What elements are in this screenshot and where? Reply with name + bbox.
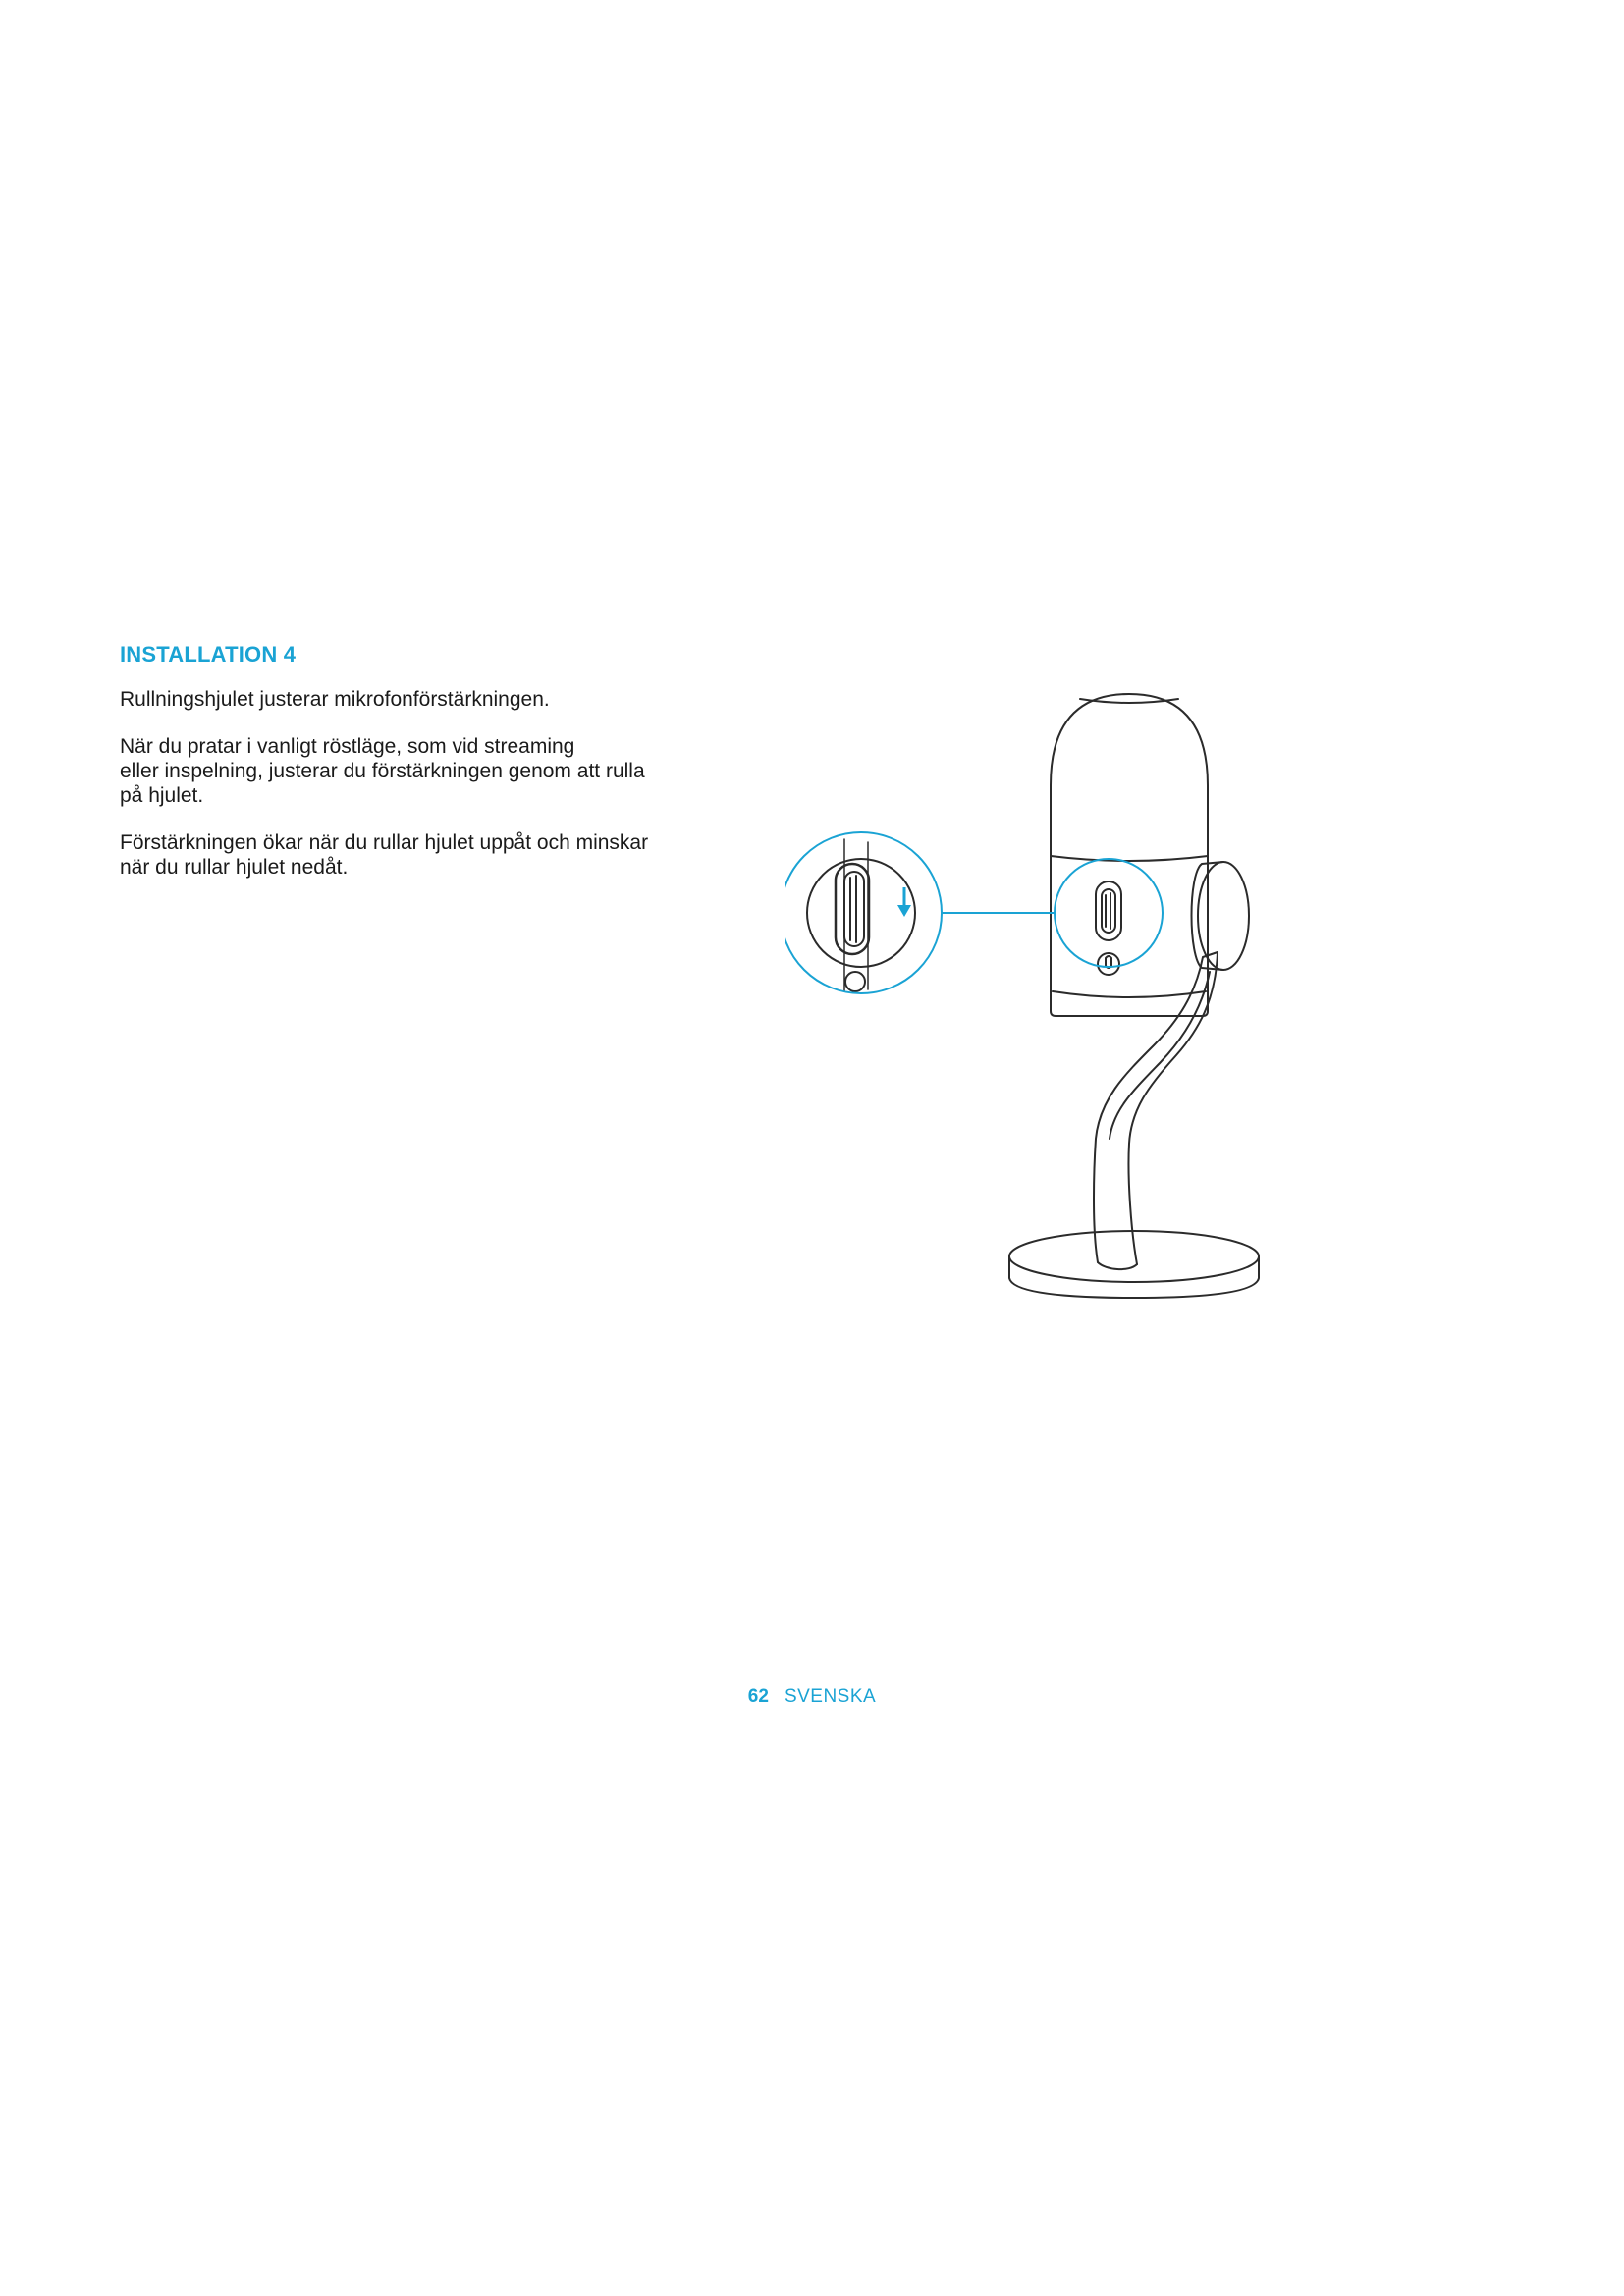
- gain-wheel: [1096, 881, 1121, 940]
- zoom-callout: [807, 839, 915, 991]
- paragraph-line: När du pratar i vanligt röstläge, som vid streaming: [120, 735, 575, 758]
- page-number: 62: [747, 1686, 769, 1707]
- microphone-illustration: [785, 677, 1276, 1306]
- paragraph-line: Rullningshjulet justerar mikrofonförstärkningen.: [120, 688, 550, 711]
- detail-circle-outline: [1055, 859, 1163, 967]
- section-title: INSTALLATION 4: [120, 642, 297, 667]
- stand-arm: [1094, 952, 1218, 1269]
- side-knob: [1192, 862, 1250, 970]
- instruction-text-block: [120, 642, 748, 902]
- paragraph-line: eller inspelning, justerar du förstärkningen genom att rulla: [120, 760, 645, 782]
- arrow-down-icon: [897, 887, 911, 917]
- paragraph-line: på hjulet.: [120, 784, 204, 807]
- page-footer: [0, 1686, 1624, 1708]
- paragraph-line: när du rullar hjulet nedåt.: [120, 856, 349, 879]
- footer-language: SVENSKA: [784, 1686, 877, 1707]
- mute-button-illustration: [1098, 953, 1119, 975]
- paragraph-2: [120, 734, 748, 808]
- microphone-body: [1051, 694, 1208, 1016]
- paragraph-3: [120, 830, 748, 880]
- microphone-illustration-svg: [785, 677, 1276, 1306]
- paragraph-line: Förstärkningen ökar när du rullar hjulet uppåt och minskar: [120, 831, 649, 854]
- paragraph-1: [120, 687, 748, 712]
